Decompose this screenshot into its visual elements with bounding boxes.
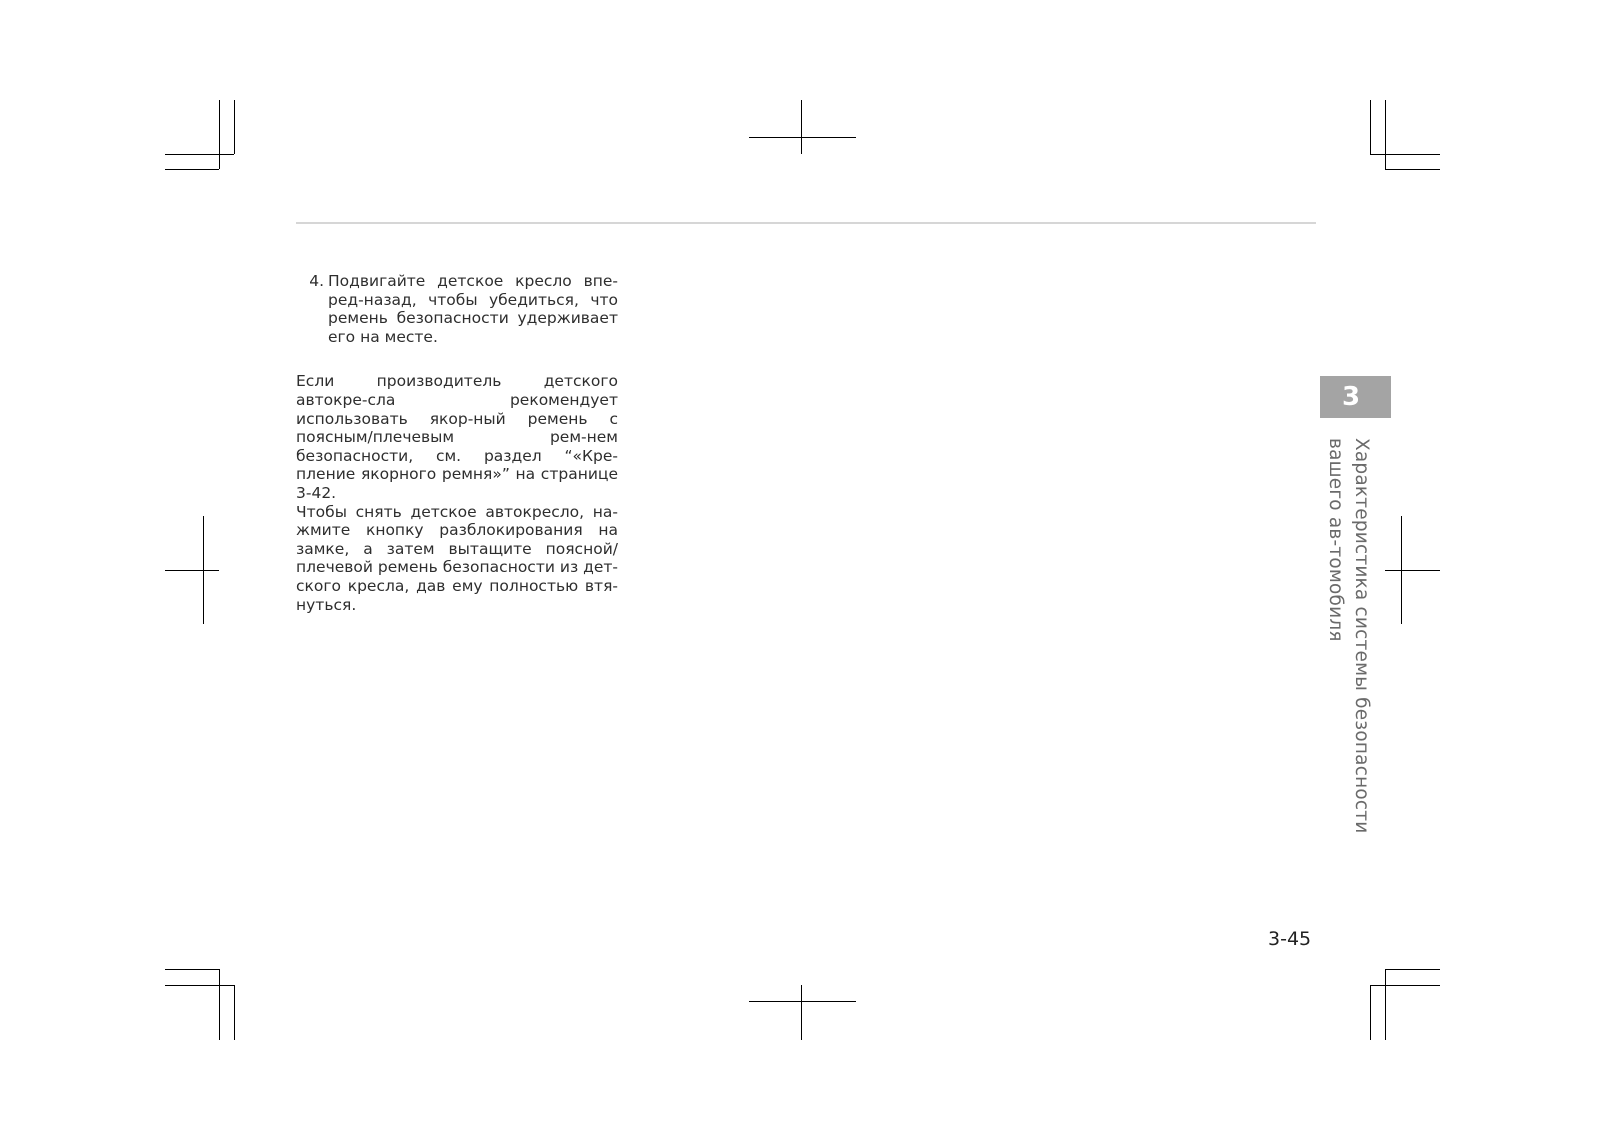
crop-mark-line (1385, 570, 1440, 571)
crop-mark-line (165, 985, 234, 986)
step-text: Подвигайте детское кресло впе-ред-назад, чтобы убедиться, что ремень безопасности удерживает его на месте. (328, 272, 618, 346)
crop-mark-line (165, 169, 219, 170)
header-rule (296, 222, 1316, 224)
numbered-step (296, 272, 618, 346)
crop-mark-line (1385, 969, 1440, 970)
crop-mark-line (1370, 985, 1371, 1040)
crop-mark-line (749, 137, 856, 138)
step-number: 4. (309, 272, 324, 290)
crop-mark-line (801, 100, 802, 154)
crop-mark-line (1401, 516, 1402, 624)
crop-mark-line (1370, 100, 1371, 154)
crop-mark-line (203, 516, 204, 624)
chapter-tab: 3 (1320, 376, 1391, 418)
crop-mark-line (234, 985, 235, 1040)
crop-mark-line (801, 985, 802, 1040)
chapter-side-title: Характеристика системы безопасности вашего ав-томобиля (1325, 438, 1372, 834)
page-number: 3-45 (1268, 928, 1312, 950)
paragraph-remove-seat: Чтобы снять детское автокресло, на-жмите кнопку разблокирования на замке, а затем вытащите поясной/плечевой ремень безопасности из дет-ского кресла, дав ему полностью втя-нуться. (296, 502, 618, 614)
paragraph-anchor-strap: Если производитель детского автокре-сла рекомендует использовать якор-ный ремень с поясным/плечевым рем-нем безопасности, см. раздел “«Кре-пление якорного ремня»” на странице 3-42. (296, 372, 618, 502)
crop-mark-line (1385, 100, 1386, 169)
crop-mark-line (1385, 169, 1440, 170)
crop-mark-line (219, 100, 220, 169)
crop-mark-line (1370, 985, 1440, 986)
crop-mark-line (1385, 969, 1386, 1040)
crop-mark-line (165, 570, 219, 571)
text-column (296, 272, 618, 614)
crop-mark-line (234, 100, 235, 154)
crop-mark-line (219, 969, 220, 1040)
crop-mark-line (1370, 154, 1440, 155)
crop-mark-line (165, 154, 234, 155)
crop-mark-line (749, 1001, 856, 1002)
crop-mark-line (165, 969, 219, 970)
